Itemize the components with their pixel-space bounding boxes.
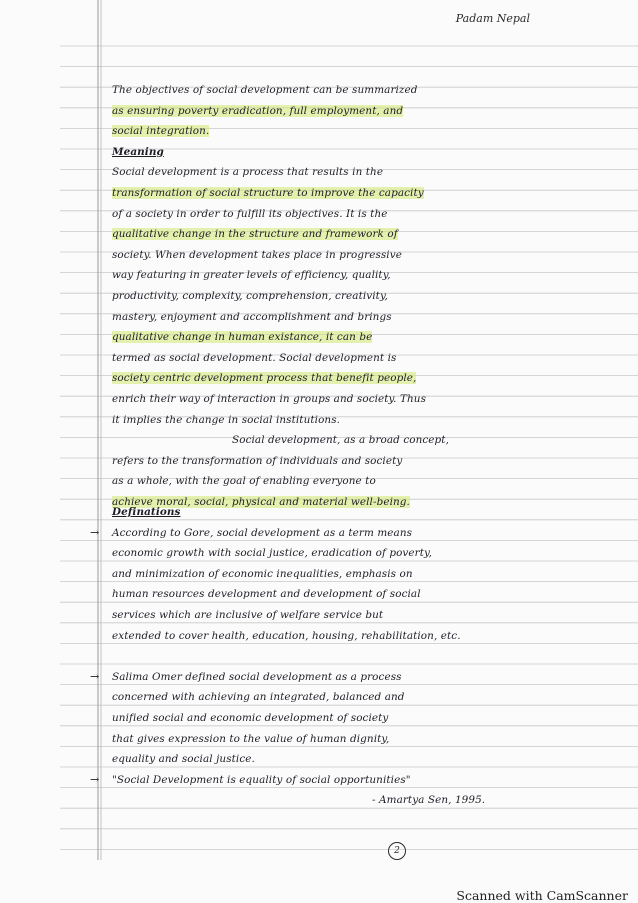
meaning-line-2-text: transformation of social structure to improve the capacity [112, 186, 424, 199]
meaning-line-4-text: qualitative change in the structure and framework of [112, 228, 398, 241]
meaning-line-5: society. When development takes place in progressive [112, 248, 402, 261]
definition-omer [90, 667, 544, 770]
sen-quote: "Social Development is equality of social opportunities" [112, 773, 411, 786]
definitions-section [90, 502, 544, 811]
author-name: Padam Nepal [455, 12, 530, 25]
arrow-icon: → [90, 772, 100, 786]
intro-line [112, 101, 544, 122]
meaning-line-8: mastery, enjoyment and accomplishment and brings [112, 310, 392, 323]
definitions-heading: Definations [112, 506, 181, 518]
arrow-icon: → [90, 669, 100, 683]
gore-line-1: According to Gore, social development as a term means [112, 526, 413, 539]
meaning-line-13: it implies the change in social institutions. [112, 413, 341, 426]
meaning-heading: Meaning [112, 145, 164, 158]
gore-line-3: and minimization of economic inequalities, emphasis on [112, 567, 413, 580]
page-number: 2 [388, 842, 406, 860]
intro-line-3: social integration. [112, 125, 210, 138]
omer-line-1: Salima Omer defined social development as a process [112, 670, 402, 683]
definition-sen [90, 770, 544, 811]
intro-line-1: The objectives of social development can be summarized [112, 84, 418, 96]
omer-line-4: that gives expression to the value of human dignity, [112, 732, 390, 745]
meaning-line-3: of a society in order to fulfill its objectives. It is the [112, 207, 388, 220]
arrow-icon: → [90, 525, 100, 539]
meaning-line-12: enrich their way of interaction in groups and society. Thus [112, 392, 426, 405]
meaning-line-10: termed as social development. Social development is [112, 351, 397, 364]
notes-body [112, 80, 544, 512]
intro-line-2: as ensuring poverty eradication, full employment, and [112, 104, 404, 117]
meaning-line-9-text: qualitative change in human existance, it can be [112, 331, 373, 344]
meaning-para2-line-4-text: achieve moral, social, physical and material well-being. [112, 495, 410, 508]
meaning-para2-line-2: refers to the transformation of individuals and society [112, 454, 403, 467]
definition-gore [90, 523, 544, 647]
omer-line-5: equality and social justice. [112, 753, 255, 766]
meaning-line-4 [112, 224, 544, 245]
scanner-watermark: Scanned with CamScanner [456, 888, 628, 903]
meaning-para2-line-1: Social development, as a broad concept, [232, 434, 449, 447]
gore-line-6: extended to cover health, education, housing, rehabilitation, etc. [112, 629, 461, 642]
meaning-line-9 [112, 327, 544, 348]
omer-line-2: concerned with achieving an integrated, balanced and [112, 691, 405, 704]
meaning-line-7: productivity, complexity, comprehension, creativity, [112, 289, 388, 302]
meaning-para2-line-3: as a whole, with the goal of enabling everyone to [112, 475, 376, 488]
intro-line [112, 121, 544, 142]
sen-attribution: - Amartya Sen, 1995. [372, 794, 486, 807]
meaning-line-6: way featuring in greater levels of efficiency, quality, [112, 269, 391, 282]
intro-line [112, 80, 544, 101]
gore-line-4: human resources development and development of social [112, 588, 421, 601]
spacer [112, 646, 544, 667]
meaning-line-11-text: society centric development process that benefit people, [112, 372, 417, 385]
meaning-line-1: Social development is a process that results in the [112, 166, 384, 179]
meaning-line-2 [112, 183, 544, 204]
gore-line-2: economic growth with social justice, eradication of poverty, [112, 547, 432, 560]
meaning-line-11 [112, 368, 544, 389]
omer-line-3: unified social and economic development of society [112, 711, 389, 724]
gore-line-5: services which are inclusive of welfare service but [112, 608, 384, 621]
